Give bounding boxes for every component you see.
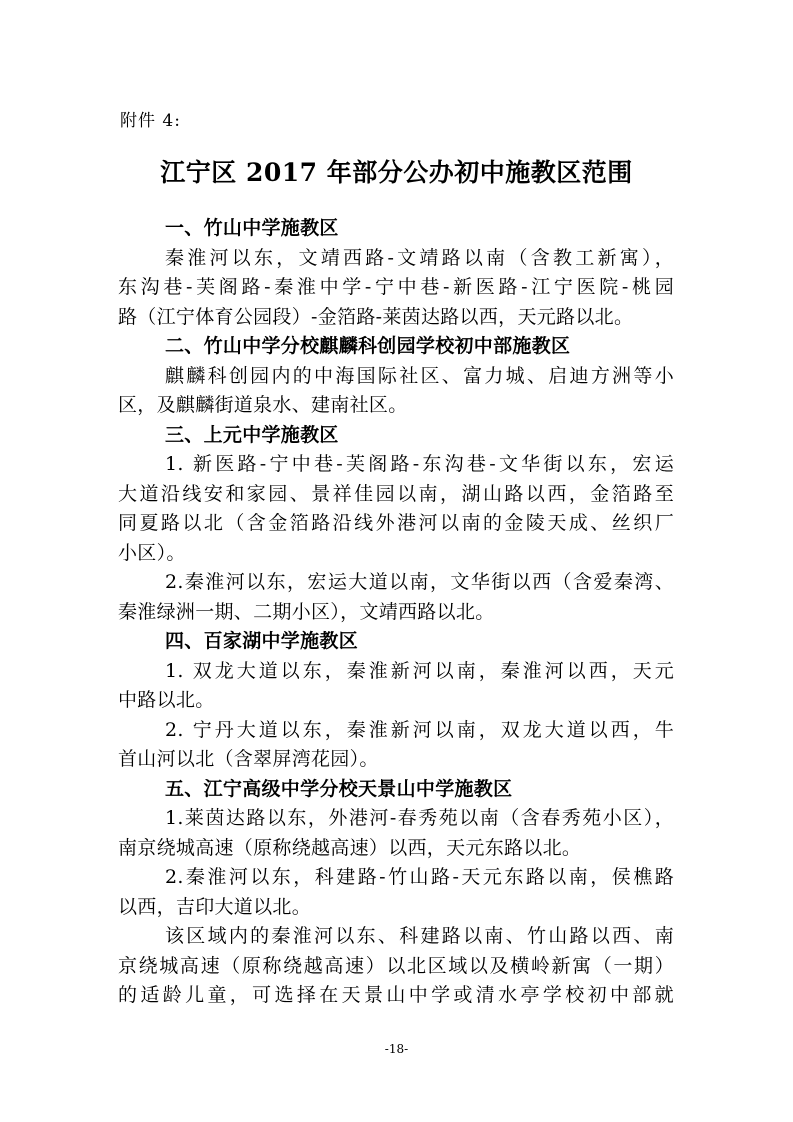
- paragraph-line: 中路以北。: [118, 689, 215, 711]
- paragraph-line: 该区域内的秦淮河以东、科建路以南、竹山路以西、南: [165, 925, 674, 947]
- paragraph-line: 麒麟科创园内的中海国际社区、富力城、启迪方洲等小: [165, 364, 674, 387]
- paragraph-line: 秦淮绿洲一期、二期小区），文靖西路以北。: [118, 600, 495, 623]
- page-title: 江宁区 2017 年部分公办初中施教区范围: [160, 158, 633, 187]
- section-heading: 二、竹山中学分校麒麟科创园学校初中部施教区: [165, 335, 571, 357]
- section-heading: 五、江宁高级中学分校天景山中学施教区: [165, 777, 513, 800]
- section-heading: 一、竹山中学施教区: [165, 217, 339, 239]
- paragraph-line: 南京绕城高速（原称绕越高速）以西，天元东路以北。: [118, 836, 582, 859]
- paragraph-line: 东沟巷-芙阁路-秦淮中学-宁中巷-新医路-江宁医院-桃园: [118, 276, 674, 298]
- attachment-label: 附件 4:: [120, 111, 181, 131]
- document-body: [118, 214, 674, 1011]
- paragraph-line: 大道沿线安和家园、景祥佳园以南，湖山路以西，金箔路至: [118, 482, 674, 505]
- page-number: -18-: [384, 1042, 409, 1056]
- paragraph-line: 1. 新医路-宁中巷-芙阁路-东沟巷-文华街以东，宏运: [165, 453, 674, 475]
- paragraph-line: 同夏路以北（含金箔路沿线外港河以南的金陵天成、丝织厂: [118, 512, 674, 534]
- section-heading: 四、百家湖中学施教区: [165, 630, 359, 652]
- paragraph-line: 1. 双龙大道以东，秦淮新河以南，秦淮河以西，天元: [165, 659, 674, 682]
- paragraph-line: 小区）。: [118, 541, 186, 564]
- paragraph-line: 2.秦淮河以东，科建路-竹山路-天元东路以南，侯樵路: [165, 866, 674, 888]
- paragraph-line: 1.莱茵达路以东，外港河-春秀苑以南（含春秀苑小区），: [165, 807, 674, 829]
- section-heading: 三、上元中学施教区: [165, 423, 339, 446]
- paragraph-line: 区，及麒麟街道泉水、建南社区。: [118, 394, 408, 416]
- paragraph-line: 路（江宁体育公园段）-金箔路-莱茵达路以西，天元路以北。: [118, 305, 634, 328]
- paragraph-line: 秦淮河以东，文靖西路-文靖路以南（含教工新寓），: [165, 246, 674, 269]
- paragraph-line: 2. 宁丹大道以东，秦淮新河以南，双龙大道以西，牛: [165, 718, 674, 741]
- paragraph-line: 首山河以北（含翠屏湾花园）。: [118, 748, 379, 770]
- paragraph-line: 2.秦淮河以东，宏运大道以南，文华街以西（含爱秦湾、: [165, 571, 674, 593]
- paragraph-line: 以西，吉印大道以北。: [118, 895, 312, 918]
- paragraph-line: 京绕城高速（原称绕越高速）以北区域以及横岭新寓（一期）: [118, 954, 674, 977]
- paragraph-line: 的适龄儿童，可选择在天景山中学或清水亭学校初中部就: [118, 984, 674, 1006]
